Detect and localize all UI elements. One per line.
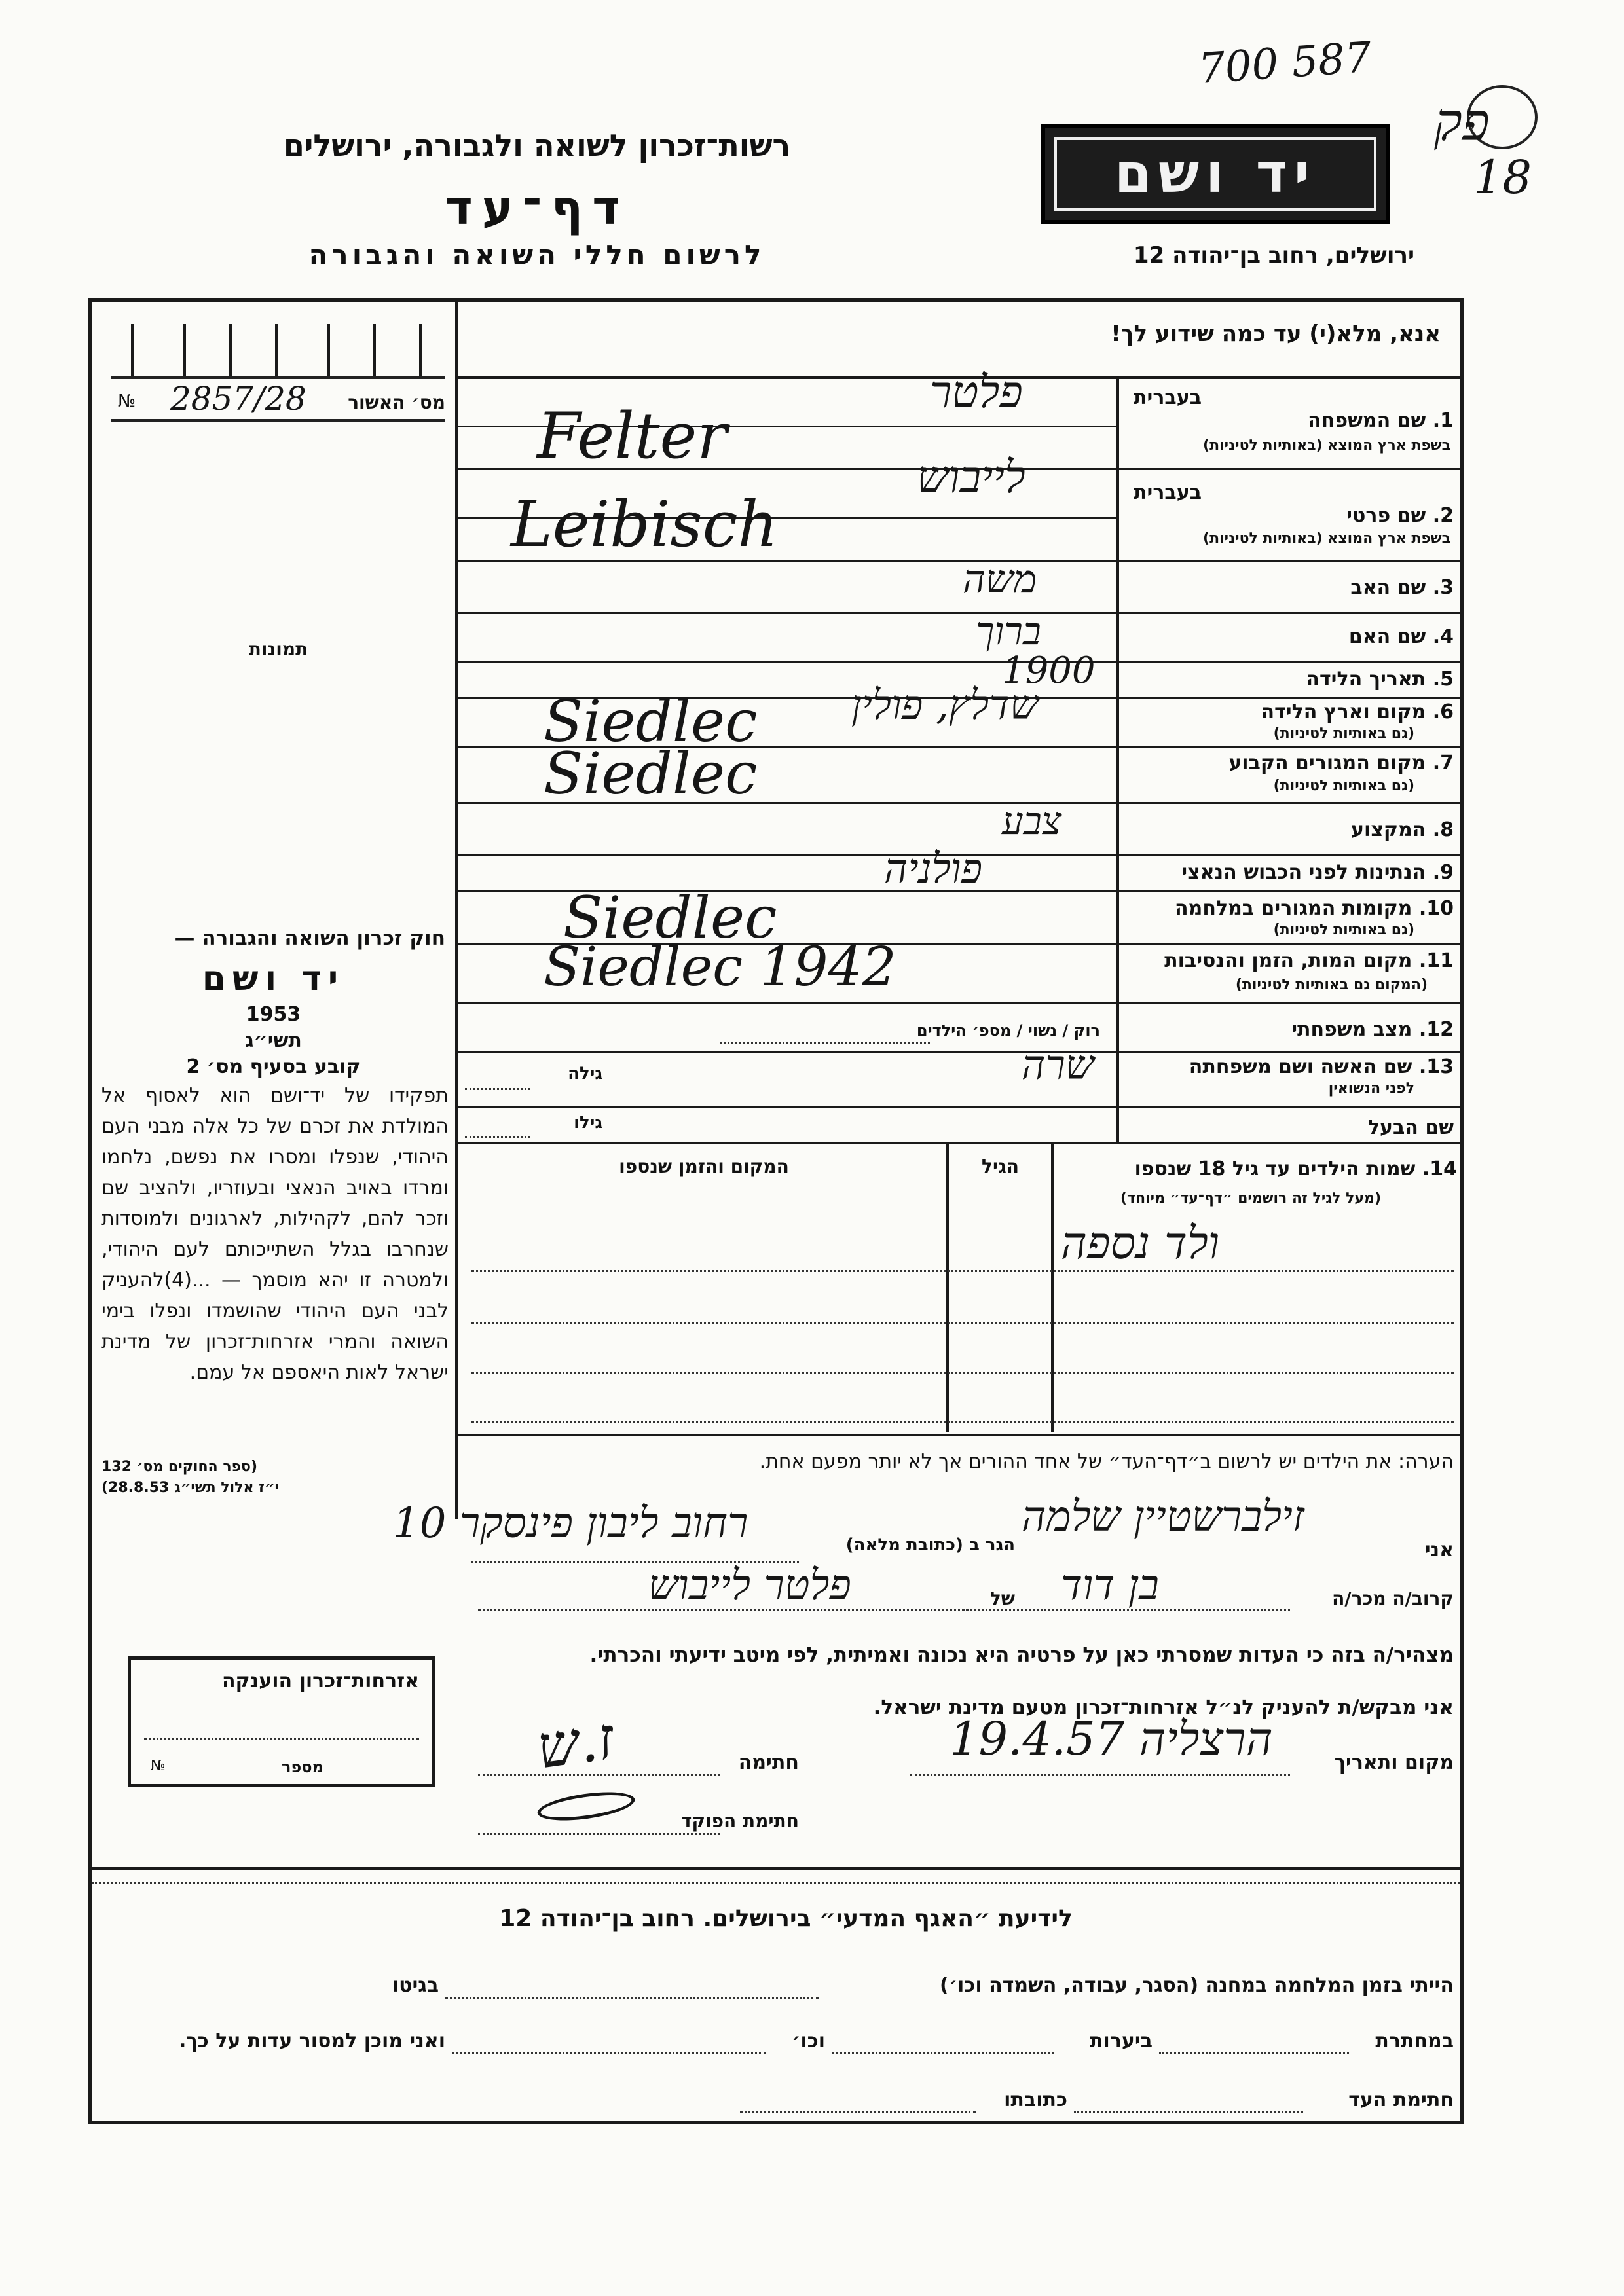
corner-mark xyxy=(1428,79,1559,210)
citizenship-number-label: מספר xyxy=(282,1758,323,1776)
field-8-name: המקצוע xyxy=(1350,818,1426,841)
field-4-value: ברוך xyxy=(976,609,1041,653)
field-9-value: פולניה xyxy=(884,845,983,892)
field-2-name: שם פרטי xyxy=(1346,504,1426,527)
children-col-age: הגיל xyxy=(982,1156,1019,1177)
children-registration-note: הערה: את הילדים יש לרשום ב״דף־העד״ של אחד ההורים אך לא יותר מפעם אחת. xyxy=(759,1450,1454,1473)
form-title: דף־עד xyxy=(445,180,629,235)
field-12-num: 12. xyxy=(1418,1018,1454,1041)
field-3-value: משה xyxy=(963,556,1037,602)
field-9-name: הנתינות לפני הכבוש הנאצי xyxy=(1181,861,1426,884)
photo-label: תמונות xyxy=(248,638,308,660)
declarant-address-value: רחוב ליבון פינסקר 10 xyxy=(393,1499,748,1548)
field-12-label xyxy=(1126,1018,1454,1041)
field-8-num: 8. xyxy=(1432,818,1454,841)
field-2-sub: בשפת ארץ המוצא (באותיות לטיניות) xyxy=(1203,530,1450,547)
children-note: (מעל לגיל זה רושמים ״דף־עד״ מיוחד) xyxy=(1120,1190,1382,1207)
field-11-name: מקום המות, הזמן והנסיבות xyxy=(1164,949,1412,972)
field-1-sub: בשפת ארץ המוצא (באותיות לטיניות) xyxy=(1203,437,1450,454)
declarant-address-label: הגר ב (כתובת מלאה) xyxy=(845,1535,1015,1555)
relative-label: קרוב/ה מכר/ה xyxy=(1332,1588,1454,1609)
field-5-num: 5. xyxy=(1432,668,1454,691)
field-5-value: 1900 xyxy=(1002,649,1096,692)
field-6-sub: (גם באותיות לטיניות) xyxy=(1273,725,1414,742)
field-4-label xyxy=(1126,625,1454,648)
field-6-latin-value: Siedlec xyxy=(544,687,758,755)
field-8-value: צבע xyxy=(1002,799,1062,843)
field-13-label xyxy=(1126,1055,1454,1078)
law-source-1: (ספר החוקים מס׳ 132 xyxy=(101,1459,258,1475)
field-1-lang: בעברית xyxy=(1134,386,1202,409)
field-13-value: שרה xyxy=(1022,1041,1094,1089)
field-10-latin-value: Siedlec xyxy=(563,884,777,951)
law-title: חוק זכרון השואה והגבורה — xyxy=(174,926,445,950)
law-name: יד ושם xyxy=(202,959,345,998)
field-13-sub: לפני הנשואין xyxy=(1328,1080,1414,1097)
header-address: ירושלים, רחוב בן־יהודה 12 xyxy=(1133,242,1414,268)
authority-name: רשות־זכרון לשואה ולגבורה, ירושלים xyxy=(283,128,791,163)
field-9-label xyxy=(1126,861,1454,884)
field-12-options: רוק / נשוי / מספ׳ הילדים xyxy=(916,1021,1100,1040)
certificate-label: מס׳ האשור xyxy=(348,392,445,413)
field-7-latin-value: Siedlec xyxy=(544,740,758,807)
field-1-label xyxy=(1126,409,1454,432)
field-5-name: תאריך הלידה xyxy=(1306,668,1426,691)
law-year xyxy=(101,1002,445,1080)
footer-line2-c: וכו׳ xyxy=(792,2030,825,2052)
corner-number: 18 xyxy=(1473,151,1532,204)
relative-value: בן דוד xyxy=(1061,1561,1159,1610)
of-label: של xyxy=(989,1588,1015,1609)
children-num: 14. xyxy=(1422,1157,1457,1180)
field-3-label xyxy=(1126,576,1454,599)
declaration-text: מצהיר/ה בזה כי העדות שמסרתי כאן על פרטיה היא נכונה ואמיתית, לפי מיטב ידיעתי והכרתי. xyxy=(589,1643,1454,1667)
label-column-divider xyxy=(1116,376,1119,1142)
field-2-label xyxy=(1126,504,1454,527)
place-date-value: הרצליה 19.4.57 xyxy=(950,1712,1273,1766)
citizenship-no-symbol: № xyxy=(151,1758,166,1774)
certificate-ticks xyxy=(111,324,445,379)
field-7-sub: (גם באותיות לטיניות) xyxy=(1273,778,1414,794)
official-signature-label: חתימת הפוקד xyxy=(680,1810,799,1832)
field-3-num: 3. xyxy=(1432,576,1454,599)
citizenship-box-title: אזרחות־זכרון הוענקה xyxy=(221,1669,419,1692)
children-label xyxy=(1054,1157,1457,1180)
field-11-sub: (המקום גם באותיות לטיניות) xyxy=(1235,977,1428,993)
footer-line1-a: הייתי בזמן המלחמה במחנה (הסגר, עבודה, השמדה וכו׳) xyxy=(940,1974,1454,1997)
signature-value: ז.ש xyxy=(532,1704,619,1783)
field-2-num: 2. xyxy=(1432,504,1454,527)
corner-mark-text: פק xyxy=(1434,92,1490,153)
field-11-label xyxy=(1126,949,1454,972)
law-text: תפקידו של יד־ושם הוא לאסוף אל המולדת את זכרם של כל אלה מבני העם היהודי, שנפלו ומסרו את נפשם, נלחמו ומרדו באויב הנאצי ובעוזריו, ולהציב שם וזכר להם, לקהילות, לארגונים ולמוסדות שנחרבו בגלל השתייכותם לעם היהודי, ולמטרה זו יהא מוסמך — ...(4)להעניק לבני העם היהודי שהושמדו ונפלו בימי השואה והמרי אזרחות־זכרון של מדינת ישראל לאות היאספם אל עמם. xyxy=(101,1084,449,1384)
footer-line3-a: חתימת העד xyxy=(1348,2088,1454,2111)
field-3-name: שם האב xyxy=(1350,576,1426,599)
field-6-num: 6. xyxy=(1432,701,1454,723)
field-2-latin-value: Leibisch xyxy=(511,488,779,561)
form-subtitle: לרשום חללי השואה והגבורה xyxy=(308,239,766,271)
field-2-hebrew-value: לייבוש xyxy=(917,452,1025,503)
husband-age-label: גילו xyxy=(574,1113,602,1133)
intro-text: אנא, מלא(י) עד כמה שידוע לך! xyxy=(1111,321,1441,347)
law-source xyxy=(101,1457,442,1499)
citizenship-box xyxy=(128,1656,435,1787)
citizenship-request: אני מבקש/ת להעניק לנ״ל אזרחות־זכרון מטעם מדינת ישראל. xyxy=(873,1696,1454,1719)
field-4-name: שם האם xyxy=(1348,625,1426,648)
field-10-sub: (גם באותיות לטיניות) xyxy=(1273,922,1414,938)
left-column-divider xyxy=(455,301,458,1519)
place-date-label: מקום ותאריך xyxy=(1334,1751,1454,1774)
field-8-label xyxy=(1126,818,1454,841)
top-handwritten-number: 700 587 xyxy=(1196,33,1373,94)
law-source-2: י״ז אלול תשי״ג 28.8.53) xyxy=(101,1480,280,1496)
field-1-hebrew-value: פלטר xyxy=(930,367,1023,418)
law-year-latin: 1953 xyxy=(246,1003,301,1026)
yad-vashem-logo xyxy=(1041,124,1390,224)
field-11-num: 11. xyxy=(1418,949,1454,972)
field-10-num: 10. xyxy=(1418,897,1454,920)
field-9-num: 9. xyxy=(1432,861,1454,884)
footer-line2-b: ביערות xyxy=(1090,2030,1153,2052)
footer-title: לידיעת ״האגף המדעי״ בירושלים. רחוב בן־יהודה 12 xyxy=(499,1905,1073,1932)
footer-line2-d: ואני מוכן למסור עדות על כך. xyxy=(179,2030,445,2052)
footer-line3-b: כתובתו xyxy=(1004,2088,1067,2111)
field-6-label xyxy=(1126,701,1454,723)
field-7-label xyxy=(1126,752,1454,774)
signature-label: חתימה xyxy=(738,1751,799,1774)
field-10-name: מקומות המגורים במלחמה xyxy=(1175,897,1412,920)
field-11-latin-value: Siedlec 1942 xyxy=(544,936,896,998)
field-10-label xyxy=(1126,897,1454,920)
field-1-name: שם המשפחה xyxy=(1308,409,1426,432)
declarant-i-label: אני xyxy=(1424,1539,1454,1561)
field-6-name: מקום וארץ הלידה xyxy=(1261,701,1426,723)
field-1-latin-value: Felter xyxy=(537,399,728,473)
field-2-lang: בעברית xyxy=(1134,481,1202,504)
law-clause: קובע בסעיף מס׳ 2 xyxy=(186,1055,361,1078)
law-year-hebrew: תשי״ג xyxy=(245,1029,302,1052)
field-5-label xyxy=(1126,668,1454,691)
field-13-name: שם האשה ושם משפחתה xyxy=(1189,1055,1412,1078)
field-13-age-label: גילה xyxy=(568,1064,602,1084)
children-value: ולד נספה xyxy=(1061,1218,1220,1269)
certificate-number-value: 2857/28 xyxy=(170,380,306,418)
declarant-name-value: זילברשטיין שלמה xyxy=(1022,1493,1304,1541)
field-4-num: 4. xyxy=(1432,625,1454,648)
field-7-name: מקום המגורים הקבוע xyxy=(1228,752,1426,774)
of-value: פלטר לייבוש xyxy=(648,1561,851,1610)
husband-label: שם הבעל xyxy=(1367,1116,1454,1139)
footer-line1-b: בגיטו xyxy=(392,1974,439,1997)
field-7-num: 7. xyxy=(1432,752,1454,774)
logo-text: יד ושם xyxy=(1114,143,1317,205)
field-1-num: 1. xyxy=(1432,409,1454,432)
footer-separator xyxy=(92,1867,1460,1870)
certificate-number-row xyxy=(111,380,445,422)
field-6-hebrew-value: שדלץ, פולין xyxy=(851,681,1039,729)
children-name: שמות הילדים עד גיל 18 שנספו xyxy=(1134,1157,1416,1180)
certificate-no-symbol: № xyxy=(118,392,136,411)
field-12-name: מצב משפחתי xyxy=(1291,1018,1412,1041)
field-13-num: 13. xyxy=(1418,1055,1454,1078)
footer-line2-a: במחתרת xyxy=(1375,2030,1454,2052)
children-col-place: המקום והזמן שנספו xyxy=(619,1156,789,1177)
